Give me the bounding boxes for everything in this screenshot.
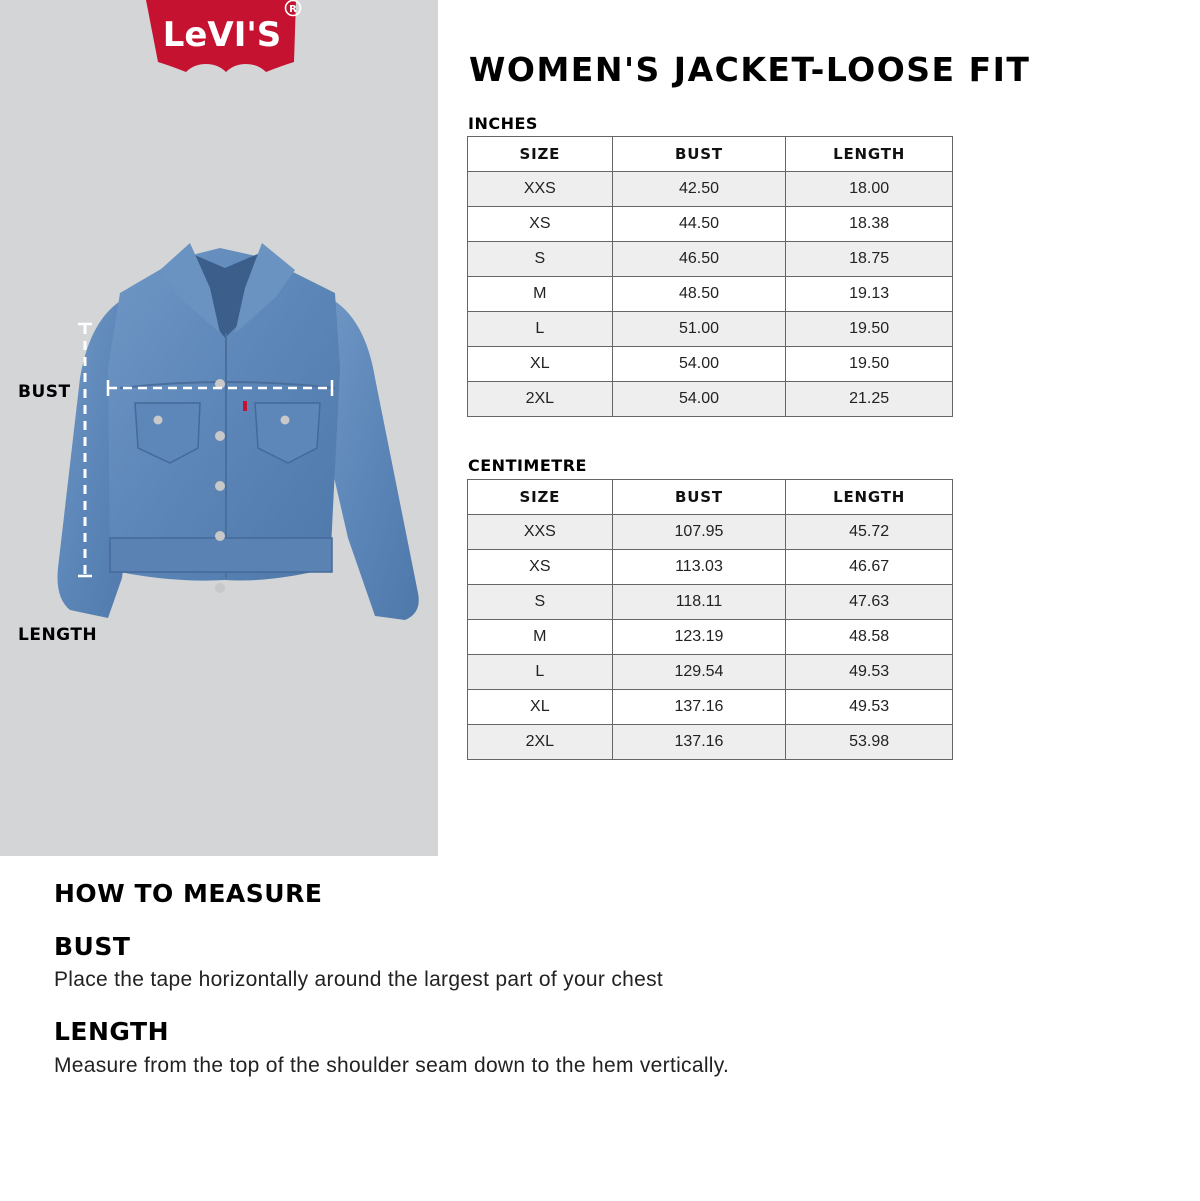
length-cell: 47.63 [786, 585, 953, 620]
table-header-row [468, 480, 953, 515]
svg-text:R: R [289, 4, 297, 15]
table-row [468, 277, 953, 312]
denim-jacket-image [30, 238, 425, 628]
size-cell: XXS [468, 172, 613, 207]
column-header-bust: BUST [612, 480, 786, 515]
table-header-row [468, 137, 953, 172]
table-row [468, 172, 953, 207]
size-cell: S [468, 585, 613, 620]
table-row [468, 207, 953, 242]
length-heading: LENGTH [54, 1017, 169, 1046]
table-row [468, 312, 953, 347]
length-cell: 48.58 [786, 620, 953, 655]
bust-cell: 118.11 [612, 585, 786, 620]
length-cell: 19.13 [786, 277, 953, 312]
page-title: WOMEN'S JACKET-LOOSE FIT [469, 50, 1031, 89]
bust-cell: 137.16 [612, 690, 786, 725]
size-cell: M [468, 620, 613, 655]
table-row [468, 725, 953, 760]
length-cell: 19.50 [786, 347, 953, 382]
bust-heading: BUST [54, 932, 131, 961]
bust-measure-label: BUST [18, 382, 71, 402]
bust-cell: 137.16 [612, 725, 786, 760]
levis-logo [146, 0, 306, 74]
size-cell: XS [468, 207, 613, 242]
table-row [468, 655, 953, 690]
size-cell: XL [468, 347, 613, 382]
length-cell: 46.67 [786, 550, 953, 585]
svg-text:LeVI'S: LeVI'S [162, 15, 282, 55]
centimetre-size-table [467, 479, 953, 760]
size-cell: 2XL [468, 725, 613, 760]
inches-size-table [467, 136, 953, 417]
column-header-length: LENGTH [786, 137, 953, 172]
length-cell: 49.53 [786, 690, 953, 725]
bust-instructions: Place the tape horizontally around the largest part of your chest [54, 968, 664, 991]
length-cell: 19.50 [786, 312, 953, 347]
table-row [468, 620, 953, 655]
bust-cell: 46.50 [612, 242, 786, 277]
bust-cell: 54.00 [612, 382, 786, 417]
right-sleeve [325, 298, 419, 620]
column-header-size: SIZE [468, 137, 613, 172]
length-measure-label: LENGTH [18, 625, 98, 645]
bust-cell: 54.00 [612, 347, 786, 382]
table-row [468, 382, 953, 417]
table-row [468, 242, 953, 277]
size-cell: S [468, 242, 613, 277]
bust-cell: 129.54 [612, 655, 786, 690]
bust-cell: 107.95 [612, 515, 786, 550]
length-cell: 45.72 [786, 515, 953, 550]
centimetre-table-label: CENTIMETRE [468, 456, 587, 475]
bust-cell: 44.50 [612, 207, 786, 242]
length-cell: 18.38 [786, 207, 953, 242]
length-instructions: Measure from the top of the shoulder seam down to the hem vertically. [54, 1054, 730, 1077]
bust-cell: 123.19 [612, 620, 786, 655]
column-header-length: LENGTH [786, 480, 953, 515]
table-row [468, 347, 953, 382]
bust-cell: 51.00 [612, 312, 786, 347]
size-cell: XXS [468, 515, 613, 550]
table-row [468, 515, 953, 550]
table-row [468, 690, 953, 725]
inches-table-label: INCHES [468, 114, 538, 133]
size-cell: 2XL [468, 382, 613, 417]
how-to-measure-heading: HOW TO MEASURE [54, 879, 323, 908]
length-cell: 53.98 [786, 725, 953, 760]
size-cell: XL [468, 690, 613, 725]
table-row [468, 585, 953, 620]
length-cell: 18.00 [786, 172, 953, 207]
length-cell: 18.75 [786, 242, 953, 277]
column-header-size: SIZE [468, 480, 613, 515]
length-cell: 49.53 [786, 655, 953, 690]
column-header-bust: BUST [612, 137, 786, 172]
size-cell: L [468, 312, 613, 347]
size-cell: XS [468, 550, 613, 585]
table-row [468, 550, 953, 585]
bust-cell: 42.50 [612, 172, 786, 207]
size-cell: M [468, 277, 613, 312]
product-image-panel [0, 0, 438, 856]
size-cell: L [468, 655, 613, 690]
length-cell: 21.25 [786, 382, 953, 417]
bust-cell: 113.03 [612, 550, 786, 585]
bust-cell: 48.50 [612, 277, 786, 312]
